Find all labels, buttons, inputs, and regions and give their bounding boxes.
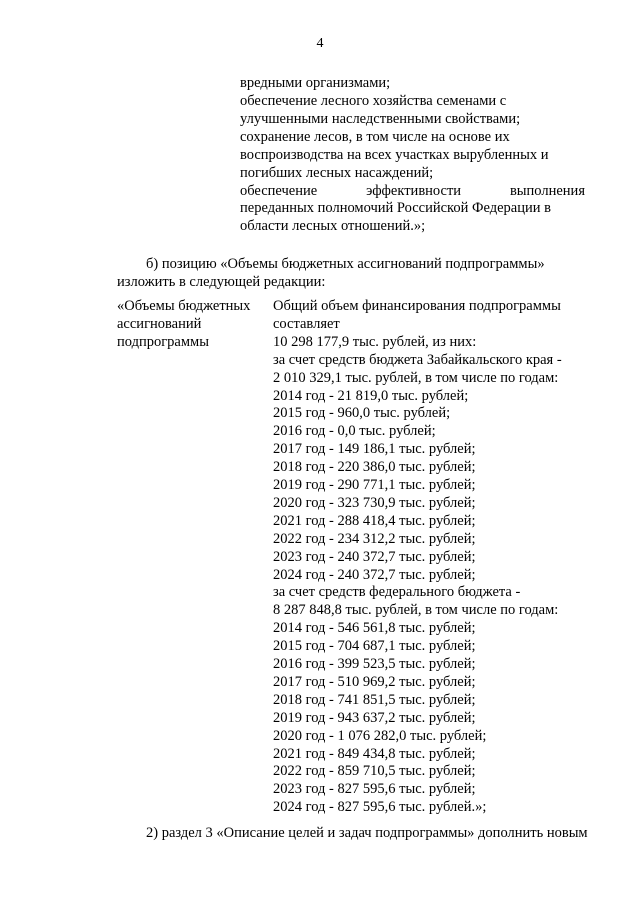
continued-text-line: улучшенными наследственными свойствами; bbox=[240, 111, 521, 127]
table-right-line: 2024 год - 240 372,7 тыс. рублей; bbox=[273, 567, 476, 583]
table-left-label-line: ассигнований bbox=[117, 316, 202, 332]
table-right-line: 2021 год - 288 418,4 тыс. рублей; bbox=[273, 513, 476, 529]
table-right-line: 2024 год - 827 595,6 тыс. рублей.»; bbox=[273, 799, 487, 815]
bottom-text-line: 2) раздел 3 «Описание целей и задач подпрограммы» дополнить новым bbox=[146, 825, 588, 841]
table-right-line: 2017 год - 149 186,1 тыс. рублей; bbox=[273, 441, 476, 457]
table-right-line: 8 287 848,8 тыс. рублей, в том числе по годам: bbox=[273, 602, 559, 618]
table-right-line: 2017 год - 510 969,2 тыс. рублей; bbox=[273, 674, 476, 690]
table-right-line: 2019 год - 943 637,2 тыс. рублей; bbox=[273, 710, 476, 726]
table-right-line: 2014 год - 546 561,8 тыс. рублей; bbox=[273, 620, 476, 636]
table-right-line: 2021 год - 849 434,8 тыс. рублей; bbox=[273, 746, 476, 762]
continued-text-line: переданных полномочий Российской Федерации в bbox=[240, 200, 551, 216]
table-right-line: 2016 год - 399 523,5 тыс. рублей; bbox=[273, 656, 476, 672]
continued-text-line: погибших лесных насаждений; bbox=[240, 165, 434, 181]
table-left-label-line: «Объемы бюджетных bbox=[117, 298, 251, 314]
table-right-line: Общий объем финансирования подпрограммы bbox=[273, 298, 561, 314]
continued-text-line: сохранение лесов, в том числе на основе их bbox=[240, 129, 510, 145]
table-right-line: 2018 год - 220 386,0 тыс. рублей; bbox=[273, 459, 476, 475]
section-b-line: б) позицию «Объемы бюджетных ассигнований подпрограммы» bbox=[146, 256, 545, 272]
continued-text-line: обеспечение эффективности выполнения bbox=[240, 183, 585, 199]
table-right-line: 2015 год - 960,0 тыс. рублей; bbox=[273, 405, 451, 421]
continued-text-line: области лесных отношений.»; bbox=[240, 218, 426, 234]
table-right-line: 2019 год - 290 771,1 тыс. рублей; bbox=[273, 477, 476, 493]
table-right-line: 2014 год - 21 819,0 тыс. рублей; bbox=[273, 388, 469, 404]
table-right-line: за счет средств бюджета Забайкальского края - bbox=[273, 352, 562, 368]
continued-text-line: вредными организмами; bbox=[240, 75, 391, 91]
continued-text-line: обеспечение лесного хозяйства семенами с bbox=[240, 93, 507, 109]
table-right-line: 10 298 177,9 тыс. рублей, из них: bbox=[273, 334, 477, 350]
section-b-line: изложить в следующей редакции: bbox=[117, 274, 326, 290]
table-right-line: 2023 год - 827 595,6 тыс. рублей; bbox=[273, 781, 476, 797]
table-right-line: 2020 год - 1 076 282,0 тыс. рублей; bbox=[273, 728, 487, 744]
table-left-label-line: подпрограммы bbox=[117, 334, 209, 350]
table-right-line: за счет средств федерального бюджета - bbox=[273, 584, 521, 600]
table-right-line: 2023 год - 240 372,7 тыс. рублей; bbox=[273, 549, 476, 565]
table-right-line: 2016 год - 0,0 тыс. рублей; bbox=[273, 423, 436, 439]
table-right-line: 2015 год - 704 687,1 тыс. рублей; bbox=[273, 638, 476, 654]
table-right-line: 2022 год - 859 710,5 тыс. рублей; bbox=[273, 763, 476, 779]
table-right-line: 2018 год - 741 851,5 тыс. рублей; bbox=[273, 692, 476, 708]
page-number: 4 bbox=[316, 36, 324, 51]
table-right-line: 2 010 329,1 тыс. рублей, в том числе по годам: bbox=[273, 370, 559, 386]
table-right-line: 2022 год - 234 312,2 тыс. рублей; bbox=[273, 531, 476, 547]
table-right-line: 2020 год - 323 730,9 тыс. рублей; bbox=[273, 495, 476, 511]
table-right-line: составляет bbox=[273, 316, 340, 332]
continued-text-line: воспроизводства на всех участках вырубленных и bbox=[240, 147, 549, 163]
